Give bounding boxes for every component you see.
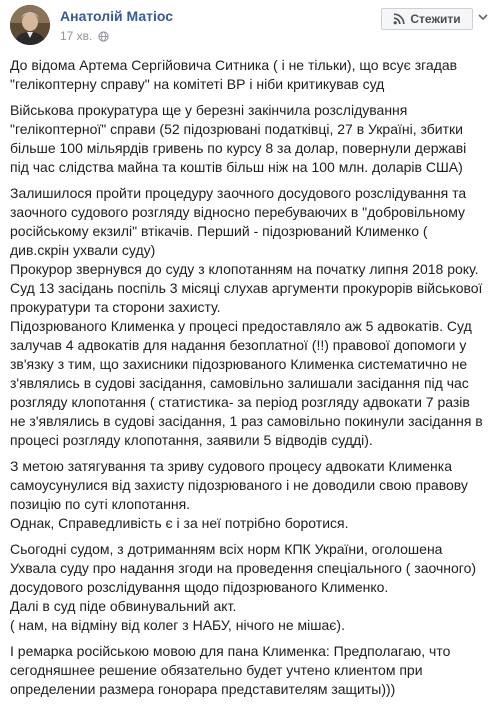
post-text-line: під час слідства майна та коштів більш ніж на 100 млн. доларів США): [10, 159, 463, 175]
post-text-line: Прокурор звернувся до суду з клопотанням на початку липня 2018 року.: [10, 261, 479, 277]
post-header: [0, 0, 492, 50]
globe-icon: [98, 31, 109, 42]
post-meta: [60, 29, 109, 43]
profile-photo: [10, 5, 50, 45]
post-text-line: Суд 13 засідань поспіль 3 місяці слухав аргументи прокурорів військової: [10, 280, 483, 296]
post-text-line: російському екзилі" втікачів. Перший - підозрюваний Клименко (: [10, 223, 428, 239]
post-text-line: з'являлись в судові засідання, самовільно залишали засідання під час: [10, 375, 469, 391]
post-paragraph: [10, 457, 486, 533]
post-text-line: Ухвала суду про надання згоди на проведення спеціального ( заочного): [10, 560, 477, 576]
post-body: [10, 56, 486, 706]
chevron-down-icon[interactable]: [476, 10, 490, 24]
post-paragraph: [10, 184, 486, 450]
post-paragraph: [10, 540, 486, 635]
rss-icon: [393, 13, 405, 25]
post-text-line: більше 100 мільярдів гривень по курсу 8 за долар, повернули державі: [10, 140, 467, 156]
post-timestamp[interactable]: 17 хв.: [60, 29, 93, 43]
post-text-line: ( нам, на відміну від колег з НАБУ, нічого не мішає).: [10, 617, 345, 633]
post-text-line: І ремарка російською мовою для пана Клименка: Предполагаю, что: [10, 643, 451, 659]
post-text-line: див.скрін ухвали суду): [10, 242, 156, 258]
follow-button-label: Стежити: [410, 12, 461, 26]
post-text-line: позицію по суті клопотання.: [10, 496, 191, 512]
post-text-line: "гелікоптерної" справи (52 підозрювані податківці, 27 в Україні, збитки: [10, 121, 463, 137]
post-text-line: заочного судового розгляду відносно перебуваючих в "добровільному: [10, 204, 465, 220]
post-text-line: зв'язку з тим, що захисники підозрюваного Клименка систематично не: [10, 356, 468, 372]
post-text-line: сегодняшнее решение обязательно будет учтено клиентом при: [10, 662, 423, 678]
post-text-line: досудового розслідування щодо підозрюваного Клименко.: [10, 579, 389, 595]
post-text-line: не з'являлись в судові засідання, 1 раз самовільно покинули засідання в: [10, 413, 483, 429]
post-text-line: самоусунулися від захисту підозрюваного і не доводили свою правову: [10, 477, 468, 493]
post-text-line: Однак, Справедливість є і за неї потрібно боротися.: [10, 515, 349, 531]
post-paragraph: [10, 642, 486, 699]
post-text-line: "гелікоптерну справу" на комітеті ВР і ніби критикував суд: [10, 76, 385, 92]
post-text-line: Підозрюваного Клименка у процесі предоставляло аж 5 адвокатів. Суд: [10, 318, 472, 334]
avatar[interactable]: [10, 5, 50, 45]
post-text-line: Військова прокуратура ще у березні закінчила розслідування: [10, 102, 408, 118]
follow-button[interactable]: [381, 8, 473, 30]
author-name-link[interactable]: Анатолій Матіос: [60, 8, 174, 24]
post-text-line: До відома Артема Сергійовича Ситника ( і не тільки), що всує згадав: [10, 57, 458, 73]
post-text-line: определении размера гонорара представителям защиты))): [10, 681, 396, 697]
post-text-line: залучав 4 адвокатів для надання безоплатної (!!) правової допомоги у: [10, 337, 467, 353]
post-text-line: прокуратури та сторони захисту.: [10, 299, 221, 315]
post-paragraph: [10, 56, 486, 94]
post-text-line: Сьогодні судом, з дотриманням всіх норм КПК України, оголошена: [10, 541, 443, 557]
post-text-line: З метою затягування та зриву судового процесу адвокати Клименка: [10, 458, 452, 474]
post-text-line: розгляду клопотання ( статистика- за період розгляду адвокати 7 разів: [10, 394, 470, 410]
post-paragraph: [10, 101, 486, 177]
post-text-line: Залишилося пройти процедуру заочного досудового розслідування та: [10, 185, 467, 201]
post-text-line: Далі в суд піде обвинувальний акт.: [10, 598, 237, 614]
post-text-line: процесі розгляду клопотання, заявили 5 відводів судді).: [10, 432, 373, 448]
